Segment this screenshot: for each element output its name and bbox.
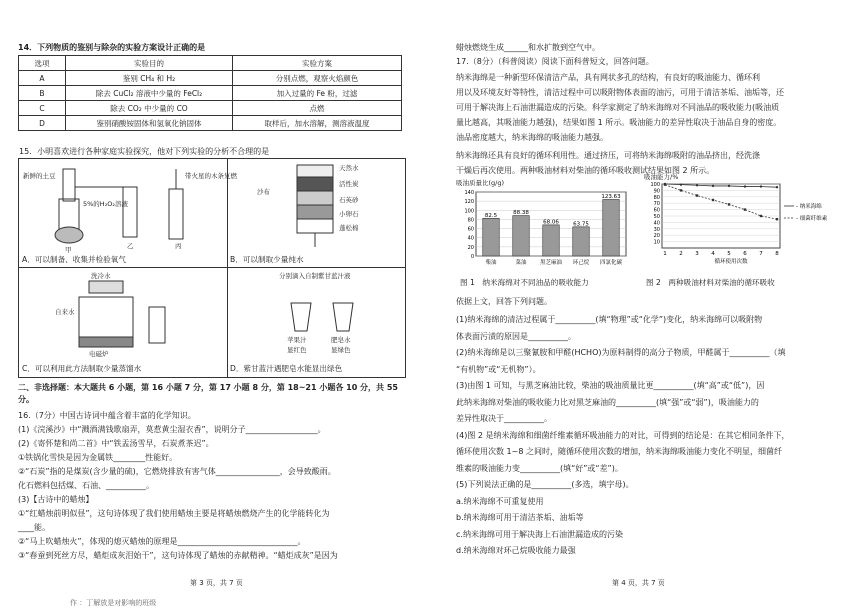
table-header-row	[19, 56, 402, 71]
question-line: 维素的吸油能力变__________(填“好”或“差”)。	[456, 463, 623, 473]
y-tick-label: 20	[467, 244, 474, 251]
table-cell: 加入过量的 Fe 粉，过滤	[233, 86, 402, 101]
table-cell: 除去 CuCl₂ 溶液中少量的 FeCl₂	[66, 86, 233, 101]
q16-line: ①“红蜡烛前明似昼”，这句诗体现了我们使用蜡烛主要是将蜡烛燃烧产生的化学能转化为	[18, 509, 330, 518]
x-tick-label: 8	[775, 251, 779, 257]
x-tick-label: 菜油	[515, 260, 527, 266]
q17-paragraph-1	[456, 70, 784, 145]
question-line: 差异性取决于__________。	[456, 414, 552, 423]
para-line: 纳米海绵是一种新型环保清洁产品，具有网状多孔的结构，有良好的吸油能力、循环利	[456, 73, 760, 82]
y-tick-label: 100	[464, 208, 474, 215]
question-line: (5)下列说法正确的是__________(多选，填字母)。	[456, 480, 634, 489]
fig-label: 沙布	[257, 188, 270, 196]
q16-line: (1)《浣溪沙》中“溅酒满钱歌扇弄，莫惹黄尘湿衣香”，说明分子__________________。	[18, 425, 326, 434]
fig-label: 自来水	[55, 308, 75, 316]
y-tick-label: 70	[653, 201, 660, 208]
table-cell: D	[19, 116, 66, 131]
question-line: 此纳米海绵对柴油的吸收能力比对黑芝麻油的__________(填“强”或“弱”)，吸油能力的	[456, 397, 759, 407]
x-tick-label: 四氯化碳	[599, 260, 623, 266]
fig-label: 新鲜的土豆	[23, 172, 56, 180]
para-line: 可用于解决海上石油泄漏造成的污染。科学家测定了纳米海绵对不同油品的吸收能力(吸油质	[456, 103, 780, 112]
data-point	[696, 184, 698, 186]
data-point	[728, 203, 730, 205]
option-b: B．可以制取少量纯水	[230, 255, 304, 264]
water-filter-figure	[227, 159, 405, 251]
q15-figure-grid	[18, 147, 406, 378]
q15-stem: 15．小明喜欢进行各种家庭实验探究，他对下列实验的分析不合理的是	[19, 147, 270, 156]
x-tick-label: 5	[727, 251, 731, 257]
distillation-figure	[19, 267, 227, 359]
after-charts-text: 依据上文，回答下列问题。	[456, 297, 552, 306]
q14-stem: 14．下列物质的鉴别与除杂的实验方案设计正确的是	[18, 43, 206, 52]
q16-line: ____能。	[18, 523, 50, 532]
y-tick-label: 90	[653, 188, 660, 195]
bottom-note: 作 ：丁解放是对影响的班级	[70, 599, 157, 607]
q16-line: 16.（7分）中国古诗词中蕴含着丰富的化学知识。	[18, 411, 196, 420]
fig-label: 带火星的木条复燃	[185, 172, 237, 180]
table-header: 选项	[19, 56, 66, 71]
table-row	[19, 86, 402, 101]
table-header: 实验方案	[233, 56, 402, 71]
data-point	[744, 208, 746, 210]
fig-label: 石英砂	[339, 196, 359, 204]
fig1-bar-chart	[456, 178, 636, 278]
bar	[543, 225, 560, 256]
question-line: d.纳米海绵对环己烷吸收能力最强	[456, 546, 576, 555]
option-a: A．可以制备、收集并检验氧气	[22, 255, 126, 264]
option-d: D．紫甘蓝汁遇肥皂水能显出绿色	[230, 364, 343, 373]
y-tick-label: 10	[653, 239, 660, 246]
data-point	[664, 183, 666, 185]
para-line: 用以及环境友好等特性，清洁过程中可以吸附物体表面的油污，可用于清洁茶垢、油垢等，还	[456, 88, 784, 97]
question-line: (3)由图 1 可知，与黑芝麻油比较，柴油的吸油质量比更__________(填“高”或“低”)，因	[456, 381, 765, 390]
x-tick-label: 环己烷	[572, 260, 590, 266]
fig-label: 蓬松棉	[339, 224, 359, 232]
x-tick-label: 黑芝麻油	[539, 260, 563, 266]
y-tick-label: 40	[653, 220, 660, 227]
data-point	[680, 189, 682, 191]
q15-cell-c	[19, 267, 228, 377]
data-label: 123.63	[601, 193, 621, 200]
data-label: 88.38	[513, 210, 529, 217]
q17-heading: 17.（8分）（科普阅读）阅读下面科普短文，回答问题。	[456, 57, 654, 66]
table-cell: 点燃	[233, 101, 402, 116]
x-axis-label: 循环使用次数	[714, 259, 748, 265]
table-cell: A	[19, 71, 66, 86]
data-point	[712, 185, 714, 187]
x-tick-label: 7	[759, 251, 763, 257]
table-cell: 鉴别硝酸铵固体和氢氧化钠固体	[66, 116, 233, 131]
fig-label: 小卵石	[339, 210, 359, 218]
x-tick-label: 6	[743, 251, 747, 257]
fig-label: 甲	[65, 246, 72, 254]
table-cell: B	[19, 86, 66, 101]
bar	[603, 199, 620, 256]
q15-cell-b	[227, 159, 405, 268]
fig2-line-chart	[644, 172, 844, 278]
q16-line: ③“春蚕到死丝方尽，蜡炬成灰泪始干”，这句诗体现了蜡烛的赤献精神。“蜡炬成灰”是因为	[18, 551, 338, 560]
data-label: 63.75	[573, 221, 589, 228]
data-point	[760, 215, 762, 217]
fig-label: 洗冷水	[91, 272, 111, 280]
q15-cell-a	[19, 159, 237, 268]
fig-label: 苹果汁	[287, 336, 307, 344]
y-tick-label: 120	[464, 199, 474, 206]
q16-line: ①铁锅化雪快是因为金属铁________性能好。	[18, 453, 178, 462]
q14-table	[18, 55, 402, 131]
para-line: 油品密度越大，纳米海绵的吸油能力越强。	[456, 133, 608, 142]
bar	[513, 216, 530, 256]
bar	[573, 227, 590, 256]
q16-line: (3)【古诗中的蜡烛】	[18, 495, 94, 504]
y-tick-label: 30	[653, 226, 660, 233]
q16-line: 化石燃料包括煤、石油、__________。	[18, 481, 154, 490]
data-point	[760, 185, 762, 187]
x-tick-label: 柴油	[485, 260, 497, 266]
question-line: c.纳米海绵可用于解决海上石油泄漏造成的污染	[456, 529, 623, 539]
chart1-ylabel: 吸油质量比(g/g)	[456, 179, 505, 187]
y-tick-label: 80	[467, 217, 474, 224]
option-c: C．可以利用此方法制取少量蒸馏水	[22, 364, 142, 373]
fig-label: 肥皂水	[331, 336, 351, 344]
fig-label: 天然水	[339, 164, 359, 172]
table-row	[19, 71, 402, 86]
table-cell: 除去 CO₂ 中少量的 CO	[66, 101, 233, 116]
question-line: (4)图 2 是纳米海绵和细菌纤维素循环吸油能力的对比，可得到的结论是：在其它相同条件下，	[456, 430, 790, 440]
q16-block	[18, 409, 338, 563]
y-tick-label: 60	[467, 226, 474, 233]
q17-questions	[456, 312, 790, 560]
data-point	[744, 185, 746, 187]
table-cell: 分别点燃，观察火焰颜色	[233, 71, 402, 86]
legend-label: - 细菌纤维素	[796, 216, 828, 222]
fig2-caption: 图 2 两种吸油材料对柴油的循环吸收	[646, 278, 775, 287]
fig-label: 丙	[175, 242, 182, 250]
x-tick-label: 1	[663, 251, 667, 257]
bar	[483, 218, 500, 256]
question-line: 体表面污渍的原因是__________。	[456, 331, 576, 341]
table-header: 实验目的	[66, 56, 233, 71]
fig-label: 显红色	[287, 346, 307, 354]
data-label: 82.5	[484, 212, 498, 219]
q16-line: ②“石炭”指的是煤炭(含少量的硫)，它燃烧排放有害气体________________，会导致酸雨。	[18, 467, 336, 476]
q16-continued-line: 蜡烛燃烧生成______和水扩散到空气中。	[456, 43, 600, 52]
q16-line: ②“马上吹蜡烛火”，体现的熄灭蜡烛的原理是______________________________。	[18, 537, 306, 546]
fig-label: 5%的H₂O₂溶液	[83, 200, 129, 208]
cabbage-indicator-figure	[227, 267, 405, 359]
fig-label: 显绿色	[331, 346, 351, 354]
section-two-heading: 二、非选择题：本大题共 6 小题，第 16 小题 7 分，第 17 小题 8 分，第 18~21 小题各 10 分，共 55 分。	[18, 383, 398, 404]
chart2-ylabel: 吸油能力/%	[644, 173, 679, 181]
para-line: 干燥后再次使用。两种吸油材料对柴油的循环吸收测试结果如图 2 所示。	[456, 166, 715, 175]
question-line: b.纳米海绵可用于清洁茶垢、油垢等	[456, 513, 584, 522]
y-tick-label: 0	[470, 254, 474, 260]
data-point	[776, 218, 778, 220]
table-cell: 鉴别 CH₄ 和 H₂	[66, 71, 233, 86]
question-line: “有机物”或“无机物”）。	[456, 364, 541, 374]
y-tick-label: 140	[464, 190, 474, 196]
q16-line: (2)《寄怀楚和尚二首》中“铁盂汤雪早，石炭煮茶迟”。	[18, 439, 214, 448]
y-tick-label: 80	[653, 194, 660, 201]
table-cell: 取样后，加水溶解，测溶液温度	[233, 116, 402, 131]
page-number-right: 第 4 页，共 7 页	[612, 579, 665, 587]
para-line: 纳米海绵还具有良好的循环利用性。通过挤压，可将纳米海绵吸附的油品挤出，经洗涤	[456, 151, 760, 160]
chart2-svg	[644, 180, 844, 276]
y-tick-label: 20	[653, 233, 660, 240]
y-tick-label: 60	[653, 207, 660, 214]
q15-cell-d	[227, 267, 405, 377]
table-row	[19, 101, 402, 116]
table-cell: C	[19, 101, 66, 116]
x-tick-label: 2	[679, 251, 683, 257]
y-tick-label: 100	[650, 182, 660, 188]
fig1-caption: 图 1 纳米海绵对不同油品的吸收能力	[460, 278, 589, 287]
question-line: 循环使用次数 1~8 之间时，随循环使用次数的增加，纳米海绵吸油能力变化不明显，细菌纤	[456, 447, 782, 456]
data-point	[696, 194, 698, 196]
data-label: 68.06	[543, 219, 559, 226]
fig-label: 电磁炉	[89, 350, 109, 358]
chart1-svg	[456, 188, 636, 274]
table-row	[19, 116, 402, 131]
legend-label: - 纳米海绵	[796, 204, 822, 210]
data-point	[728, 185, 730, 187]
y-tick-label: 50	[653, 214, 660, 220]
page-number-left: 第 3 页，共 7 页	[190, 579, 243, 587]
y-tick-label: 40	[467, 235, 474, 242]
fig-label: 活性炭	[339, 180, 359, 188]
data-point	[680, 183, 682, 185]
question-line: (2)纳米海绵是以三聚氰胺和甲醛(HCHO)为原料制得的高分子物质，甲醛属于__________（填	[456, 348, 786, 357]
fig-label: 乙	[127, 242, 134, 250]
question-line: a.纳米海绵不可重复使用	[456, 496, 544, 506]
x-tick-label: 4	[711, 251, 715, 257]
para-line: 量比越高，其吸油能力越强)，结果如图 1 所示。吸油能力的差异性取决于油品自身的密度。	[456, 118, 782, 127]
data-point	[776, 186, 778, 188]
fig-label: 分别滴入自制紫甘蓝汁液	[279, 272, 351, 280]
data-point	[712, 199, 714, 201]
question-line: (1)纳米海绵的清洁过程属于__________(填“物理”或“化学”)变化，纳米海绵可以吸附物	[456, 315, 763, 324]
x-tick-label: 3	[695, 251, 699, 257]
